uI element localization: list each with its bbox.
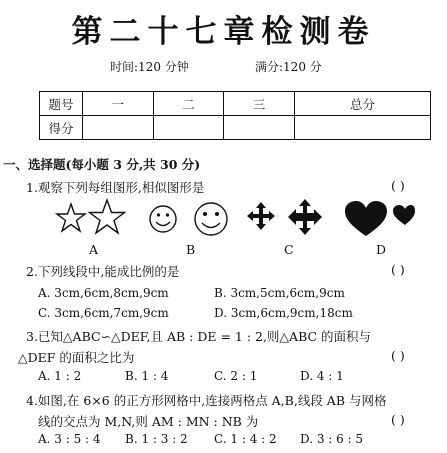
option-d[interactable]: D. 3 : 6 : 5 [300, 432, 364, 446]
option-d[interactable]: D. 3cm,6cm,9cm,18cm [214, 306, 353, 320]
table-header-cell: 一 [83, 92, 154, 116]
table-row [40, 116, 431, 140]
answer-paren[interactable]: ( ) [391, 178, 405, 193]
figure-label-a: A [89, 242, 99, 257]
four-arrow-cross-icon [245, 197, 331, 241]
heart-icon [343, 199, 415, 241]
answer-paren[interactable]: ( ) [391, 262, 405, 277]
answer-paren[interactable]: ( ) [391, 348, 405, 363]
question-2-text: 2.下列线段中,能成比例的是 [26, 264, 180, 279]
option-c[interactable]: C. 3cm,6cm,7cm,9cm [38, 306, 169, 320]
question-3-text: 3.已知△ABC∽△DEF,且 AB : DE = 1 : 2,则△ABC 的面积与 [26, 329, 372, 344]
table-header-cell: 题号 [40, 92, 83, 116]
score-cell[interactable] [224, 116, 295, 140]
option-b[interactable]: B. 1 : 3 : 2 [125, 432, 188, 446]
score-cell[interactable] [153, 116, 224, 140]
table-row [40, 92, 431, 116]
exam-full-score: 满分:120 分 [255, 60, 322, 74]
score-cell[interactable] [294, 116, 430, 140]
option-b[interactable]: B. 1 : 4 [125, 369, 169, 383]
score-cell[interactable] [83, 116, 154, 140]
section-heading: 一、选择题(每小题 3 分,共 30 分) [3, 157, 201, 172]
option-d[interactable]: D. 4 : 1 [300, 369, 344, 383]
exam-time: 时间:120 分钟 [110, 60, 189, 74]
option-c[interactable]: C. 2 : 1 [214, 369, 258, 383]
question-4-text: 4.如图,在 6×6 的正方形网格中,连接两格点 A,B,线段 AB 与网格 [26, 393, 387, 408]
option-c[interactable]: C. 1 : 4 : 2 [214, 432, 277, 446]
answer-paren[interactable]: ( ) [391, 412, 405, 427]
star-icon [55, 198, 135, 238]
table-header-cell: 二 [153, 92, 224, 116]
figure-label-b: B [186, 242, 196, 257]
smiley-face-icon [147, 200, 239, 240]
table-header-cell: 总分 [294, 92, 430, 116]
question-4-text-cont: 线的交点为 M,N,则 AM : MN : NB 为 [38, 414, 259, 429]
question-1-text: 1.观察下列每组图形,相似图形是 [26, 180, 205, 195]
figure-label-d: D [376, 242, 387, 257]
figure-label-c: C [284, 242, 294, 257]
page-title: 第二十七章检测卷 [71, 14, 376, 50]
option-a[interactable]: A. 3 : 5 : 4 [38, 432, 101, 446]
option-a[interactable]: A. 1 : 2 [38, 369, 82, 383]
table-row-label: 得分 [40, 116, 83, 140]
score-table [39, 91, 431, 140]
option-a[interactable]: A. 3cm,6cm,8cm,9cm [38, 286, 169, 300]
table-header-cell: 三 [224, 92, 295, 116]
question-3-text-cont: △DEF 的面积之比为 [18, 350, 135, 365]
option-b[interactable]: B. 3cm,5cm,6cm,9cm [214, 286, 345, 300]
